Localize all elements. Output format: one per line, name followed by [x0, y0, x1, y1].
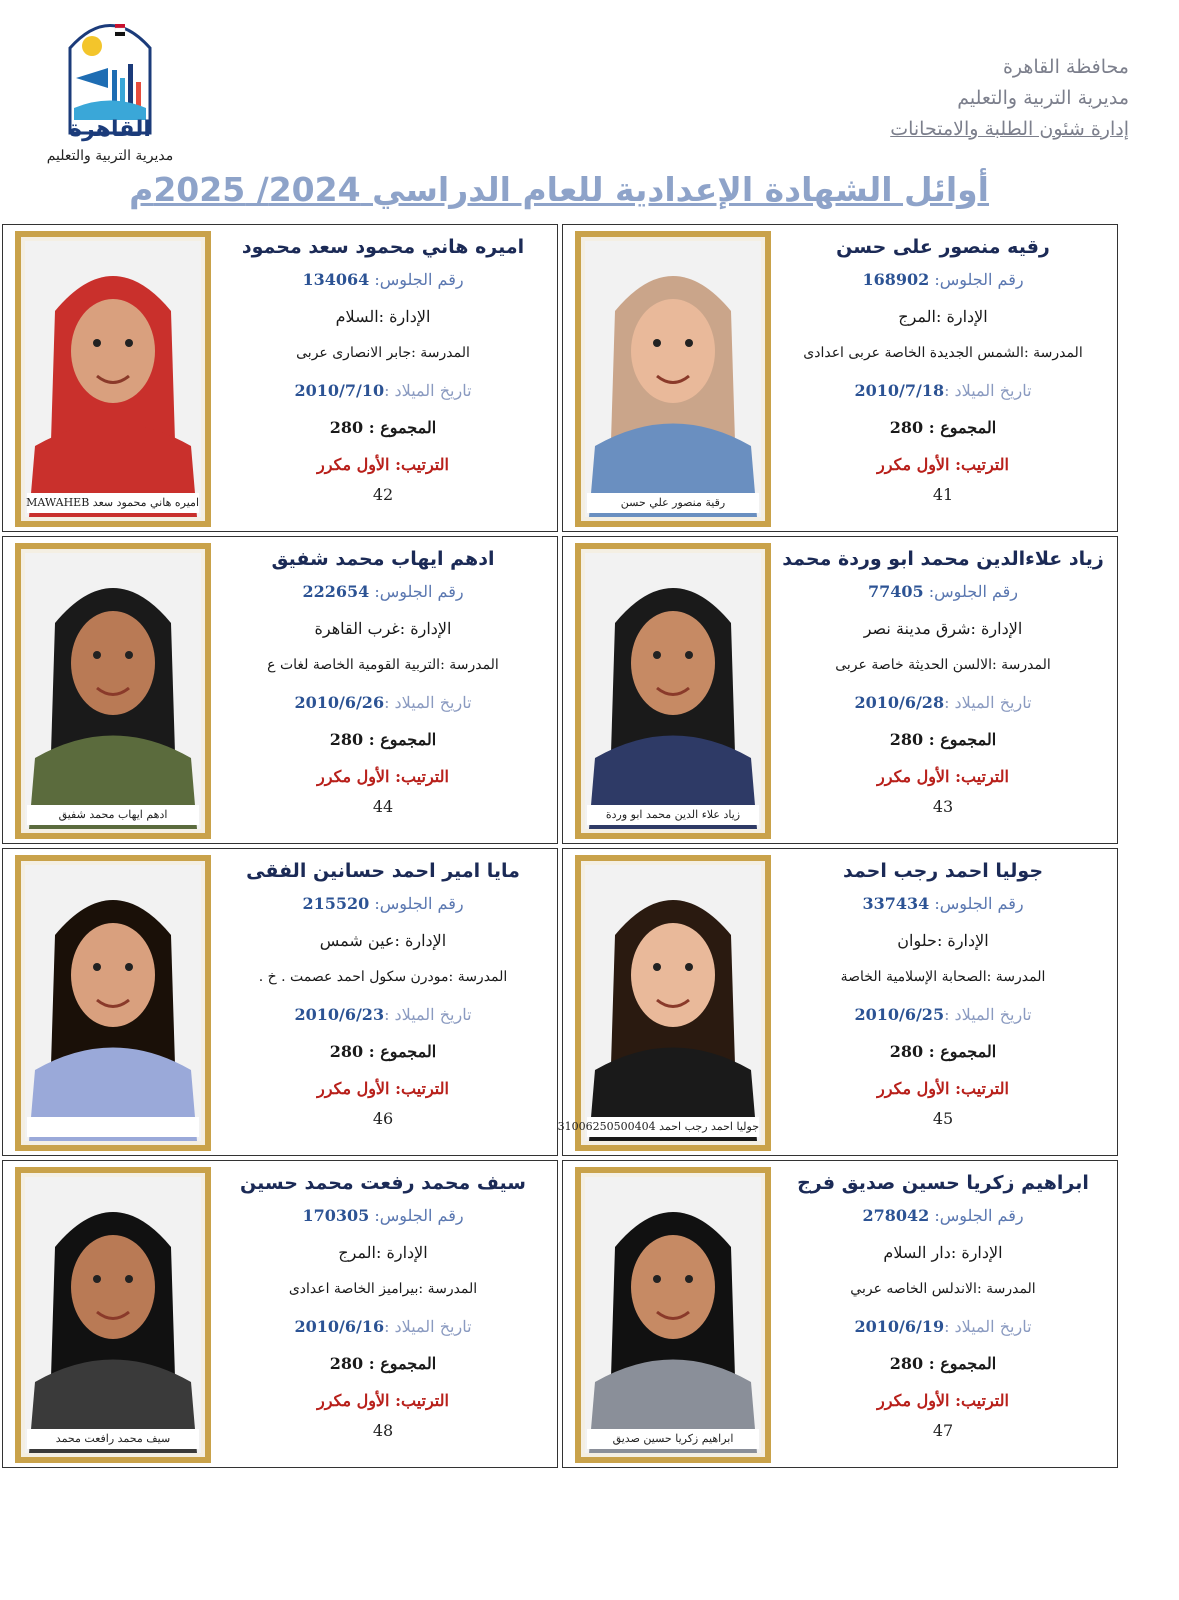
student-index: 44 [372, 797, 394, 816]
admin-label: الإدارة : [936, 307, 988, 326]
student-info [215, 1161, 551, 1469]
photo-caption [27, 1117, 199, 1137]
student-card [562, 1160, 1118, 1468]
dob-label: تاريخ الميلاد : [944, 381, 1032, 400]
school-label: المدرسة : [448, 969, 508, 985]
student-card [2, 536, 558, 844]
student-info [215, 225, 551, 533]
seat-line [215, 573, 551, 610]
school-value: الشمس الجديدة الخاصة عربى اعدادى [803, 345, 1024, 361]
total-label: المجموع : [923, 418, 997, 437]
dob-line [215, 684, 551, 721]
photo-caption: سيف محمد رافعت محمد [27, 1429, 199, 1449]
student-name: اميره هاني محمود سعد محمود [241, 236, 525, 258]
seat-label: رقم الجلوس: [929, 270, 1024, 289]
department-line: إدارة شئون الطلبة والامتحانات [890, 118, 1129, 140]
total-value: 280 [889, 418, 924, 437]
admin-value: غرب القاهرة [314, 619, 400, 638]
student-photo [585, 553, 761, 829]
student-info [775, 1161, 1111, 1469]
student-name: ابراهيم زكريا حسين صديق فرج [797, 1172, 1089, 1194]
student-photo-frame [15, 1167, 211, 1463]
header-block [890, 52, 1129, 145]
rank-label: الترتيب: [949, 1079, 1009, 1098]
student-name: زياد علاءالدين محمد ابو وردة محمد [782, 548, 1104, 570]
rank-line [775, 1070, 1111, 1107]
rank-label: الترتيب: [389, 1079, 449, 1098]
student-card [2, 848, 558, 1156]
admin-label: الإدارة : [970, 619, 1023, 638]
rank-value: الأول مكرر [877, 455, 950, 474]
total-line [775, 721, 1111, 758]
school-value: التربية القومية الخاصة لغات ع [267, 657, 441, 673]
student-name: جوليا احمد رجب احمد [842, 860, 1044, 882]
total-line [775, 1345, 1111, 1382]
rank-label: الترتيب: [949, 767, 1009, 786]
school-line [215, 1271, 551, 1308]
total-value: 280 [329, 418, 364, 437]
student-info [775, 225, 1111, 533]
school-label: المدرسة : [440, 657, 499, 673]
dob-label: تاريخ الميلاد : [384, 1005, 472, 1024]
student-index: 43 [932, 797, 954, 816]
dob-value: 2010/7/18 [854, 381, 945, 400]
seat-line [775, 885, 1111, 922]
total-label: المجموع : [363, 730, 437, 749]
student-index: 48 [372, 1421, 394, 1440]
total-label: المجموع : [923, 1354, 997, 1373]
admin-value: عين شمس [319, 931, 395, 950]
school-line [775, 1271, 1111, 1308]
total-line [215, 1345, 551, 1382]
photo-caption: اميره هاني محمود سعد MAWAHEB [27, 493, 199, 513]
dob-label: تاريخ الميلاد : [384, 1317, 472, 1336]
seat-label: رقم الجلوس: [369, 894, 464, 913]
photo-caption: ادهم ايهاب محمد شفيق [27, 805, 199, 825]
admin-label: الإدارة : [399, 619, 452, 638]
school-label: المدرسة : [976, 1281, 1036, 1297]
seat-number: 278042 [862, 1206, 930, 1225]
rank-line [215, 1382, 551, 1419]
dob-label: تاريخ الميلاد : [384, 693, 472, 712]
admin-line [775, 922, 1111, 959]
students-row [0, 536, 1120, 844]
directorate-line: مديرية التربية والتعليم [957, 87, 1129, 109]
student-photo [585, 1177, 761, 1453]
admin-line [215, 1234, 551, 1271]
rank-value: الأول مكرر [317, 1391, 390, 1410]
total-value: 280 [329, 1042, 364, 1061]
dob-value: 2010/6/16 [294, 1317, 385, 1336]
dob-value: 2010/7/10 [294, 381, 385, 400]
school-line [775, 647, 1111, 684]
admin-line [215, 922, 551, 959]
students-row [0, 848, 1120, 1156]
school-line [215, 959, 551, 996]
seat-number: 215520 [302, 894, 370, 913]
total-line [215, 409, 551, 446]
admin-line [215, 298, 551, 335]
student-index: 41 [932, 485, 954, 504]
admin-label: الإدارة : [378, 307, 431, 326]
admin-value: السلام [335, 307, 379, 326]
student-photo [585, 865, 761, 1141]
seat-number: 134064 [302, 270, 370, 289]
total-value: 280 [889, 730, 924, 749]
dob-line [775, 684, 1111, 721]
dob-value: 2010/6/25 [854, 1005, 945, 1024]
seat-line [775, 1197, 1111, 1234]
rank-label: الترتيب: [389, 767, 449, 786]
admin-value: المرج [898, 307, 936, 326]
student-card [562, 224, 1118, 532]
school-line [775, 959, 1111, 996]
student-info [775, 537, 1111, 845]
school-value: جابر الانصارى عربى [296, 345, 412, 361]
school-label: المدرسة : [1023, 345, 1083, 361]
dob-line [215, 1308, 551, 1345]
total-value: 280 [329, 730, 364, 749]
rank-line [775, 446, 1111, 483]
seat-line [215, 885, 551, 922]
student-photo-frame [15, 855, 211, 1151]
seat-line [215, 1197, 551, 1234]
admin-line [775, 610, 1111, 647]
student-index: 47 [932, 1421, 954, 1440]
student-index: 46 [372, 1109, 394, 1128]
seat-label: رقم الجلوس: [369, 1206, 464, 1225]
student-info [215, 849, 551, 1157]
student-photo-frame [15, 543, 211, 839]
admin-value: شرق مدينة نصر [863, 619, 971, 638]
student-name: رقيه منصور على حسن [836, 236, 1050, 258]
student-photo [25, 1177, 201, 1453]
school-value: الالسن الحديثة خاصة عربى [835, 657, 992, 673]
school-value: بيراميز الخاصة اعدادى [288, 1281, 419, 1297]
admin-label: الإدارة : [950, 1243, 1003, 1262]
seat-label: رقم الجلوس: [923, 582, 1018, 601]
photo-caption: جوليا احمد رجب احمد 31006250500404 [587, 1117, 759, 1137]
seat-line [215, 261, 551, 298]
dob-label: تاريخ الميلاد : [944, 1005, 1032, 1024]
seat-label: رقم الجلوس: [369, 270, 464, 289]
photo-caption: رقية منصور علي حسن [587, 493, 759, 513]
total-line [215, 721, 551, 758]
school-line [215, 647, 551, 684]
total-line [775, 409, 1111, 446]
school-value: مودرن سكول احمد عصمت . خ . [258, 969, 449, 985]
seat-label: رقم الجلوس: [929, 894, 1024, 913]
student-card [562, 536, 1118, 844]
student-name: سيف محمد رفعت محمد حسين [240, 1172, 526, 1194]
school-label: المدرسة : [986, 969, 1046, 985]
rank-line [775, 758, 1111, 795]
dob-label: تاريخ الميلاد : [944, 1317, 1032, 1336]
student-photo [25, 865, 201, 1141]
logo-text: القاهرة [69, 117, 151, 142]
rank-line [215, 1070, 551, 1107]
student-card [2, 224, 558, 532]
students-row [0, 1160, 1120, 1468]
school-label: المدرسة : [411, 345, 470, 361]
seat-line [775, 261, 1111, 298]
dob-value: 2010/6/26 [294, 693, 385, 712]
rank-value: الأول مكرر [877, 1079, 950, 1098]
logo-caption: مديرية التربية والتعليم [46, 148, 174, 164]
total-label: المجموع : [923, 730, 997, 749]
student-photo-frame [575, 1167, 771, 1463]
admin-line [775, 298, 1111, 335]
student-photo [25, 241, 201, 517]
school-label: المدرسة : [992, 657, 1051, 673]
rank-value: الأول مكرر [877, 767, 950, 786]
total-label: المجموع : [363, 418, 437, 437]
total-line [215, 1033, 551, 1070]
seat-number: 170305 [302, 1206, 370, 1225]
student-card [2, 1160, 558, 1468]
rank-value: الأول مكرر [877, 1391, 950, 1410]
admin-value: دار السلام [883, 1243, 951, 1262]
school-line [215, 335, 551, 372]
total-label: المجموع : [363, 1354, 437, 1373]
admin-line [215, 610, 551, 647]
dob-value: 2010/6/23 [294, 1005, 385, 1024]
seat-number: 337434 [862, 894, 930, 913]
dob-value: 2010/6/19 [854, 1317, 945, 1336]
student-info [775, 849, 1111, 1157]
student-photo [585, 241, 761, 517]
student-photo-frame [557, 855, 771, 1151]
total-value: 280 [889, 1354, 924, 1373]
student-name: ادهم ايهاب محمد شفيق [271, 548, 495, 570]
rank-label: الترتيب: [389, 1391, 449, 1410]
school-label: المدرسة : [418, 1281, 478, 1297]
student-card [557, 848, 1118, 1156]
seat-number: 77405 [868, 582, 924, 601]
rank-line [775, 1382, 1111, 1419]
student-photo-frame [15, 231, 211, 527]
rank-label: الترتيب: [389, 455, 449, 474]
school-value: الاندلس الخاصه عربي [850, 1281, 977, 1297]
total-line [775, 1033, 1111, 1070]
rank-value: الأول مكرر [317, 455, 390, 474]
seat-label: رقم الجلوس: [369, 582, 464, 601]
student-info [215, 537, 551, 845]
students-row [0, 224, 1120, 532]
seat-label: رقم الجلوس: [929, 1206, 1024, 1225]
admin-value: المرج [338, 1243, 376, 1262]
admin-label: الإدارة : [394, 931, 447, 950]
seat-number: 222654 [302, 582, 370, 601]
photo-caption: ابراهيم زكريا حسين صديق [587, 1429, 759, 1449]
governorate-line: محافظة القاهرة [1002, 56, 1129, 78]
rank-value: الأول مكرر [317, 1079, 390, 1098]
dob-line [215, 372, 551, 409]
dob-line [775, 372, 1111, 409]
seat-number: 168902 [862, 270, 930, 289]
rank-label: الترتيب: [949, 455, 1009, 474]
dob-line [775, 1308, 1111, 1345]
student-index: 45 [932, 1109, 954, 1128]
admin-label: الإدارة : [376, 1243, 428, 1262]
student-photo-frame [575, 543, 771, 839]
admin-value: حلوان [897, 931, 937, 950]
school-value: الصحابة الإسلامية الخاصة [840, 969, 987, 985]
student-name: مايا امير احمد حسانين الفقى [246, 860, 520, 882]
admin-line [775, 1234, 1111, 1271]
dob-label: تاريخ الميلاد : [944, 693, 1032, 712]
admin-label: الإدارة : [936, 931, 989, 950]
dob-line [215, 996, 551, 1033]
total-label: المجموع : [923, 1042, 997, 1061]
total-value: 280 [329, 1354, 364, 1373]
rank-line [215, 446, 551, 483]
student-index: 42 [372, 485, 394, 504]
student-photo [25, 553, 201, 829]
total-value: 280 [889, 1042, 924, 1061]
school-line [775, 335, 1111, 372]
total-label: المجموع : [363, 1042, 437, 1061]
dob-value: 2010/6/28 [854, 693, 945, 712]
photo-caption: زياد علاء الدين محمد ابو وردة [587, 805, 759, 825]
student-photo-frame [575, 231, 771, 527]
rank-line [215, 758, 551, 795]
seat-line [775, 573, 1111, 610]
dob-line [775, 996, 1111, 1033]
page-title: أوائل الشهادة الإعدادية للعام الدراسي 2024/ 2025م [129, 170, 989, 209]
rank-label: الترتيب: [949, 1391, 1009, 1410]
rank-value: الأول مكرر [317, 767, 390, 786]
dob-label: تاريخ الميلاد : [384, 381, 472, 400]
